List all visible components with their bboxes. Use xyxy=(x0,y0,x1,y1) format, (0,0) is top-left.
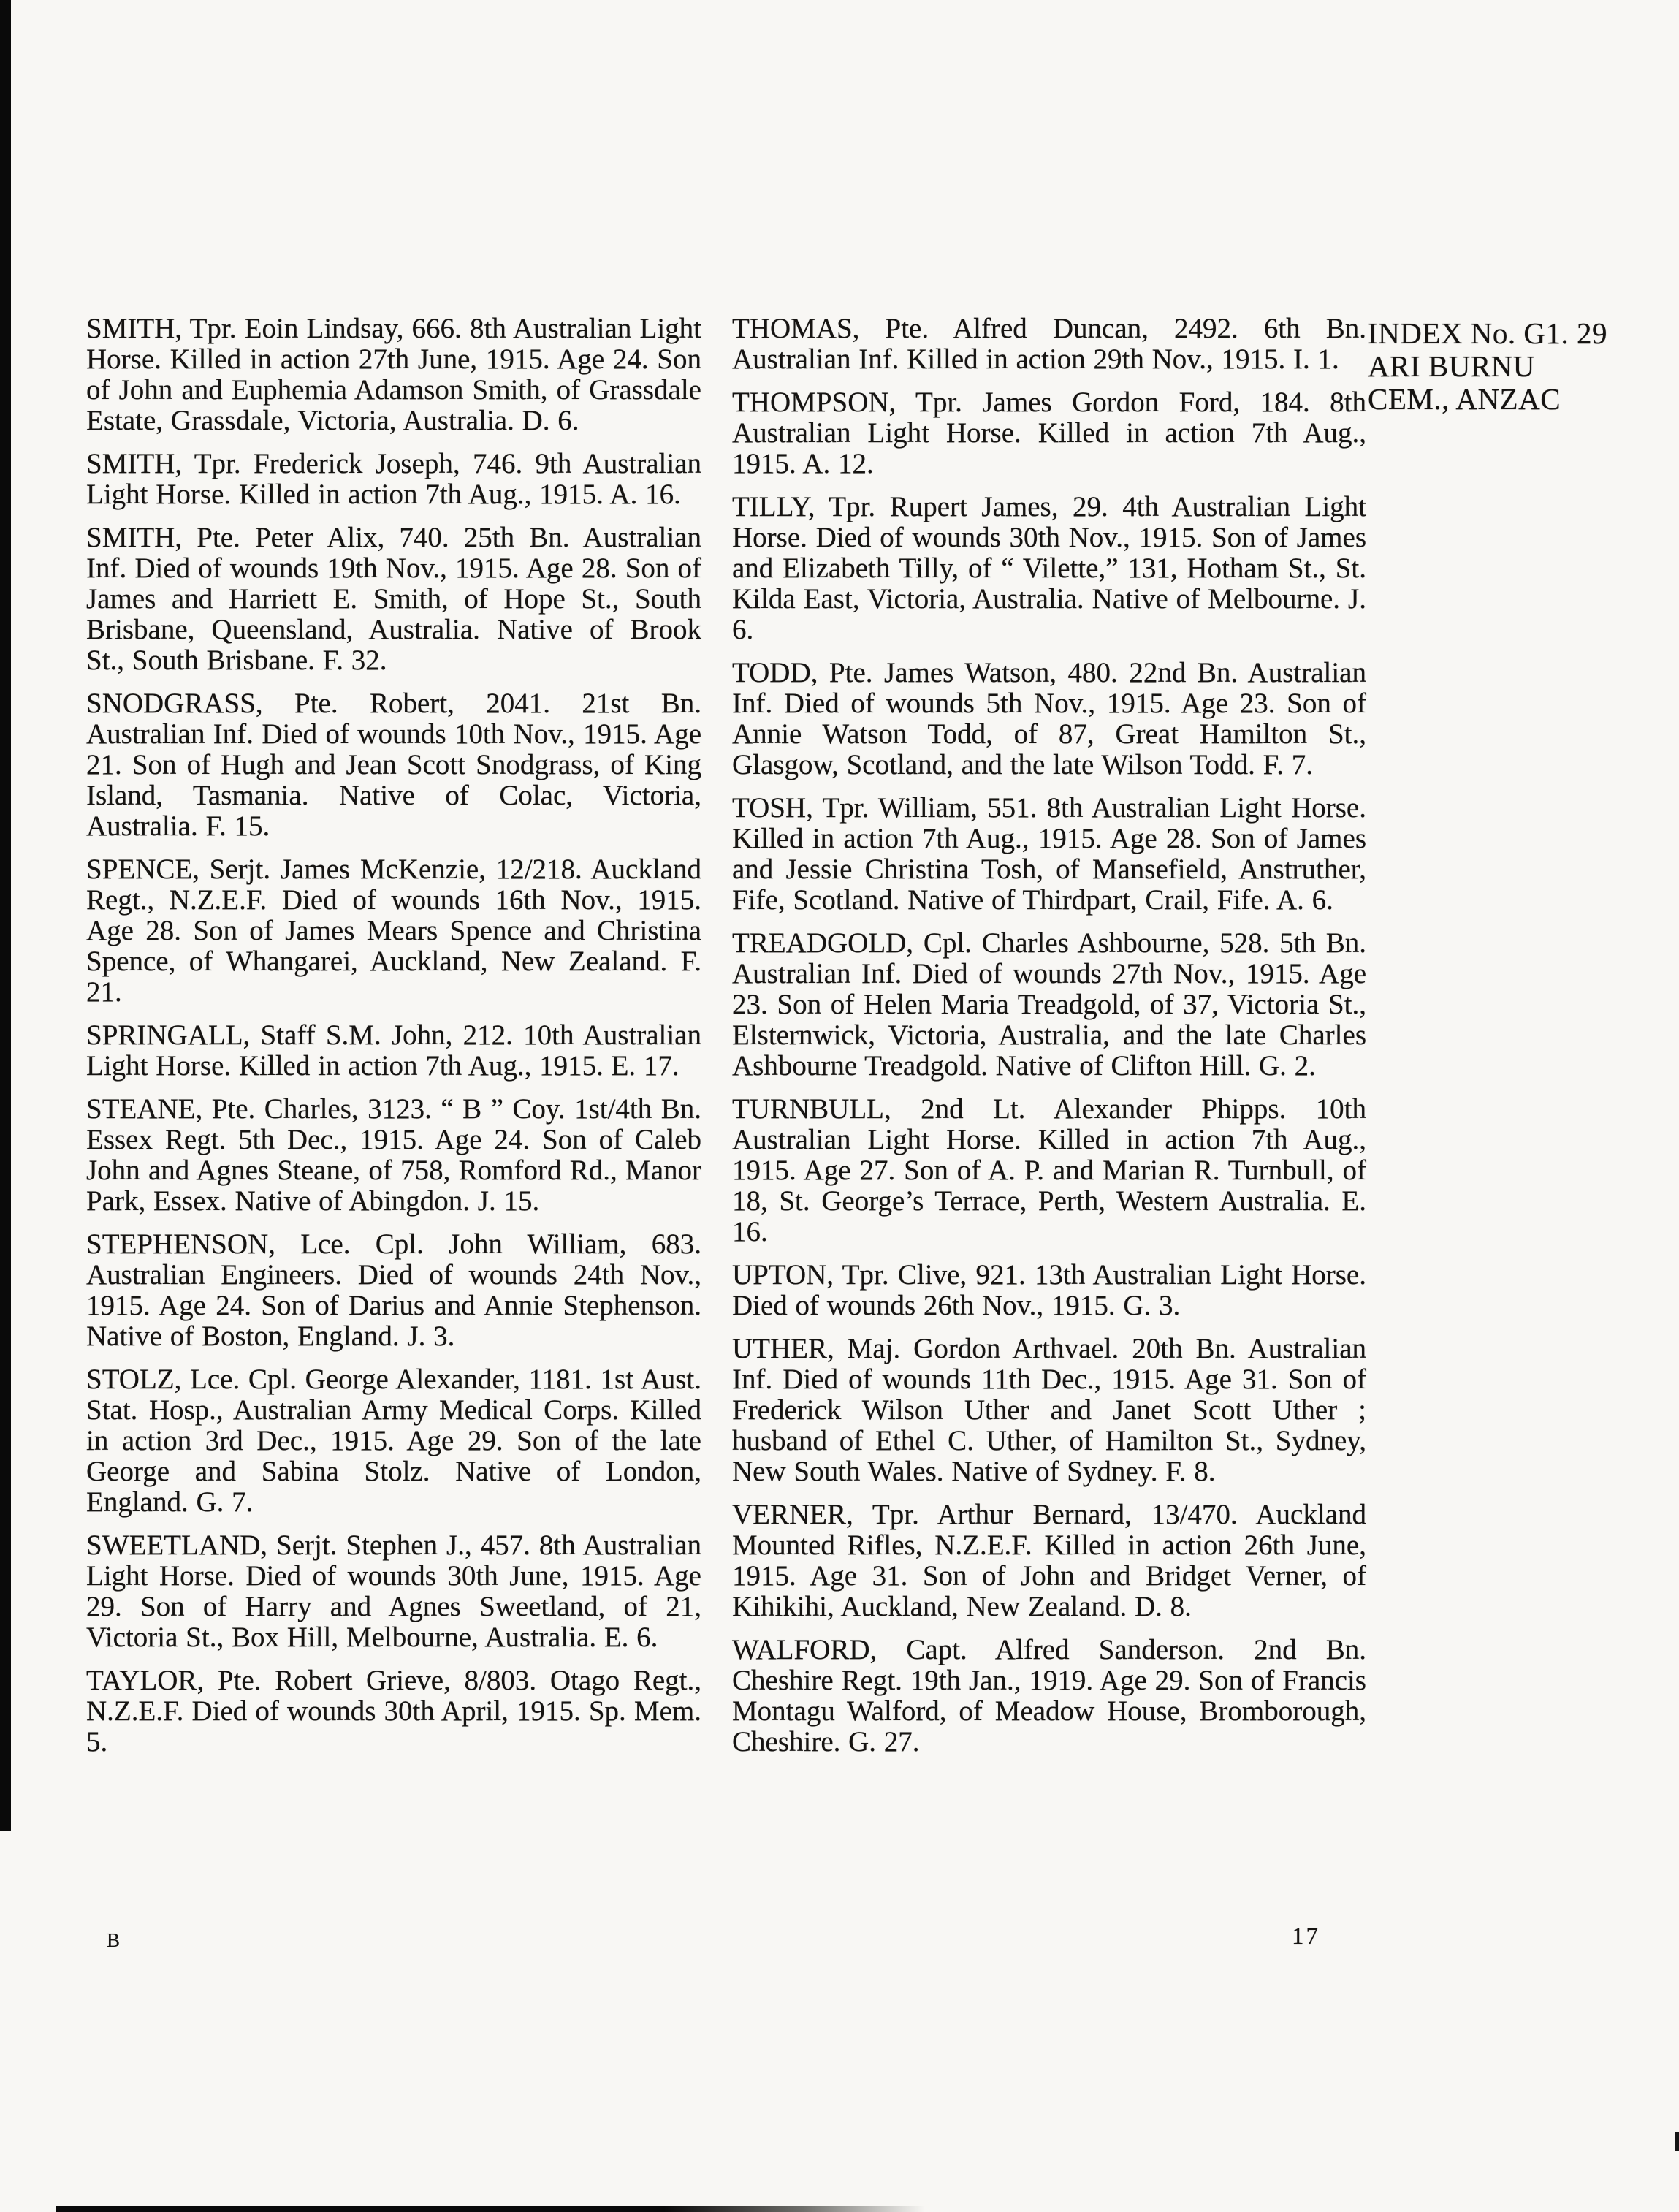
register-entry: TILLY, Tpr. Rupert James, 29. 4th Australian Light Horse. Died of wounds 30th Nov., 1915. Son of James and Elizabeth Tilly, of “ Vilette,” 131, Hotham St., St. Kilda East, Victoria, Australia. Native of Melbourne. J. 6. xyxy=(732,491,1366,645)
register-entry: UTHER, Maj. Gordon Arthvael. 20th Bn. Australian Inf. Died of wounds 11th Dec., 1915. Age 31. Son of Frederick Wilson Uther and Janet Scott Uther ; husband of Ethel C. Uther, of Hamilton St., Sydney, New South Wales. Native of Sydney. F. 8. xyxy=(732,1333,1366,1487)
register-entry: SPENCE, Serjt. James McKenzie, 12/218. Auckland Regt., N.Z.E.F. Died of wounds 16th Nov., 1915. Age 28. Son of James Mears Spence and Christina Spence, of Whangarei, Auckland, New Zealand. F. 21. xyxy=(86,854,701,1008)
register-entry: SMITH, Tpr. Frederick Joseph, 746. 9th Australian Light Horse. Killed in action 7th Aug., 1915. A. 16. xyxy=(86,448,701,510)
register-entry: SMITH, Pte. Peter Alix, 740. 25th Bn. Australian Inf. Died of wounds 19th Nov., 1915. Age 28. Son of James and Harriett E. Smith, of Hope St., South Brisbane, Queensland, Australia. Native of Brook St., South Brisbane. F. 32. xyxy=(86,522,701,676)
register-entry: TAYLOR, Pte. Robert Grieve, 8/803. Otago Regt., N.Z.E.F. Died of wounds 30th April, 1915. Sp. Mem. 5. xyxy=(86,1665,701,1757)
index-heading xyxy=(1368,317,1675,416)
right-column xyxy=(732,313,1366,1770)
index-number: INDEX No. G1. 29 xyxy=(1368,316,1607,350)
register-entry: THOMPSON, Tpr. James Gordon Ford, 184. 8th Australian Light Horse. Killed in action 7th Aug., 1915. A. 12. xyxy=(732,387,1366,479)
register-entry: TURNBULL, 2nd Lt. Alexander Phipps. 10th Australian Light Horse. Killed in action 7th Aug., 1915. Age 27. Son of A. P. and Marian R. Turnbull, of 18, St. George’s Terrace, Perth, Western Australia. E. 16. xyxy=(732,1093,1366,1247)
scan-edge-artifact-bottom xyxy=(56,2206,925,2212)
register-entry: SMITH, Tpr. Eoin Lindsay, 666. 8th Australian Light Horse. Killed in action 27th June, 1915. Age 24. Son of John and Euphemia Adamson Smith, of Grassdale Estate, Grassdale, Victoria, Australia. D. 6. xyxy=(86,313,701,436)
scan-edge-artifact-left xyxy=(0,0,11,1831)
register-entry: THOMAS, Pte. Alfred Duncan, 2492. 6th Bn. Australian Inf. Killed in action 29th Nov., 1915. I. 1. xyxy=(732,313,1366,375)
cemetery-name-line2: CEM., ANZAC xyxy=(1368,382,1561,416)
cemetery-name-line1: ARI BURNU xyxy=(1368,349,1535,383)
register-entry: TREADGOLD, Cpl. Charles Ashbourne, 528. 5th Bn. Australian Inf. Died of wounds 27th Nov., 1915. Age 23. Son of Helen Maria Treadgold, of 37, Victoria St., Elsternwick, Victoria, Australia, and the late Charles Ashbourne Treadgold. Native of Clifton Hill. G. 2. xyxy=(732,927,1366,1082)
register-entry: TODD, Pte. James Watson, 480. 22nd Bn. Australian Inf. Died of wounds 5th Nov., 1915. Age 23. Son of Annie Watson Todd, of 87, Great Hamilton St., Glasgow, Scotland, and the late Wilson Todd. F. 7. xyxy=(732,657,1366,780)
left-column xyxy=(86,313,701,1770)
register-entry: TOSH, Tpr. William, 551. 8th Australian Light Horse. Killed in action 7th Aug., 1915. Age 28. Son of James and Jessie Christina Tosh, of Mansefield, Anstruther, Fife, Scotland. Native of Thirdpart, Crail, Fife. A. 6. xyxy=(732,792,1366,916)
page-number: 17 xyxy=(1292,1923,1320,1950)
register-entry: VERNER, Tpr. Arthur Bernard, 13/470. Auckland Mounted Rifles, N.Z.E.F. Killed in action 26th June, 1915. Age 31. Son of John and Bridget Verner, of Kihikihi, Auckland, New Zealand. D. 8. xyxy=(732,1499,1366,1622)
register-entry: SWEETLAND, Serjt. Stephen J., 457. 8th Australian Light Horse. Died of wounds 30th June, 1915. Age 29. Son of Harry and Agnes Sweetland, of 21, Victoria St., Box Hill, Melbourne, Australia. E. 6. xyxy=(86,1529,701,1653)
register-entry: WALFORD, Capt. Alfred Sanderson. 2nd Bn. Cheshire Regt. 19th Jan., 1919. Age 29. Son of Francis Montagu Walford, of Meadow House, Bromborough, Cheshire. G. 27. xyxy=(732,1634,1366,1757)
register-entry: STOLZ, Lce. Cpl. George Alexander, 1181. 1st Aust. Stat. Hosp., Australian Army Medical Corps. Killed in action 3rd Dec., 1915. Age 29. Son of the late George and Sabina Stolz. Native of London, England. G. 7. xyxy=(86,1364,701,1518)
register-entry: STEPHENSON, Lce. Cpl. John William, 683. Australian Engineers. Died of wounds 24th Nov., 1915. Age 24. Son of Darius and Annie Stephenson. Native of Boston, England. J. 3. xyxy=(86,1228,701,1352)
register-entry: SPRINGALL, Staff S.M. John, 212. 10th Australian Light Horse. Killed in action 7th Aug., 1915. E. 17. xyxy=(86,1019,701,1082)
register-entry: UPTON, Tpr. Clive, 921. 13th Australian Light Horse. Died of wounds 26th Nov., 1915. G. 3. xyxy=(732,1259,1366,1321)
register-entry: STEANE, Pte. Charles, 3123. “ B ” Coy. 1st/4th Bn. Essex Regt. 5th Dec., 1915. Age 24. Son of Caleb John and Agnes Steane, of 758, Romford Rd., Manor Park, Essex. Native of Abingdon. J. 15. xyxy=(86,1093,701,1217)
printer-signature-mark: B xyxy=(107,1929,121,1951)
register-entry: SNODGRASS, Pte. Robert, 2041. 21st Bn. Australian Inf. Died of wounds 10th Nov., 1915. Age 21. Son of Hugh and Jean Scott Snodgrass, of King Island, Tasmania. Native of Colac, Victoria, Australia. F. 15. xyxy=(86,688,701,842)
scan-edge-artifact-right xyxy=(1675,2132,1679,2151)
